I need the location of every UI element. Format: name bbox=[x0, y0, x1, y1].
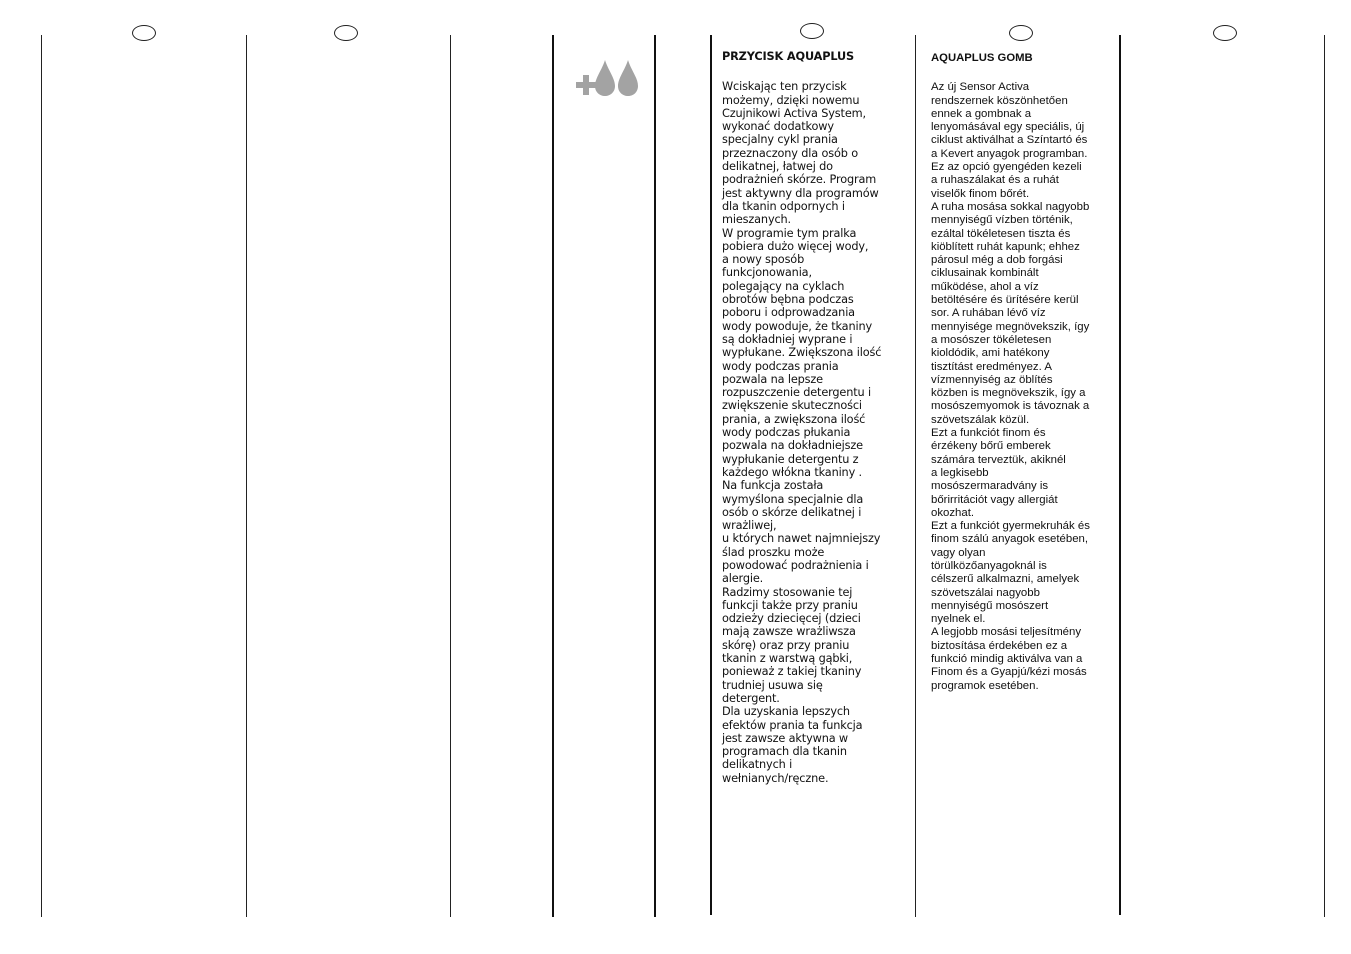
language-oval bbox=[132, 25, 156, 41]
column-divider bbox=[552, 35, 554, 917]
language-oval bbox=[800, 23, 824, 39]
column-divider bbox=[41, 35, 42, 917]
column-divider bbox=[710, 35, 712, 915]
language-oval bbox=[1213, 25, 1237, 41]
column-divider bbox=[450, 35, 451, 917]
section-body: Wciskając ten przycisk możemy, dzięki nowemu Czujnikowi Activa System, wykonać dodatkowy specjalny cykl prania przeznaczony dla osób o delikatnej, łatwej do podrażnień skórze. Program jest aktywny dla programów dla tkanin odpornych i mieszanych. W programie tym pralka pobiera dużo więcej wody, a nowy sposób funkcjonowania, polegający na cyklach obrotów bębna podczas poboru i odprowadzania wody powoduje, że tkaniny są dokładniej wyprane i wypłukane. Zwiększona ilość wody podczas prania pozwala na lepsze rozpuszczenie detergentu i zwiększenie skuteczności prania, a zwiększona ilość wody podczas płukania pozwala na dokładniejsze wypłukanie detergentu z każdego włókna tkaniny . Na funkcja została wymyślona specjalnie dla osób o skórze delikatnej i wrażliwej, u których nawet najmniejszy ślad proszku może powodować podrażnienia i alergie. Radzimy stosowanie tej funkcji także przy praniu odzieży dziecięcej (dzieci mają zawsze wrażliwsza skórę) oraz przy praniu tkanin z warstwą gąbki, ponieważ z takiej tkaniny trudniej usuwa się detergent. Dla uzyskania lepszych efektów prania ta funkcja jest zawsze aktywna w programach dla tkanin delikatnych i wełnianych/ręczne. bbox=[722, 80, 882, 785]
section-heading: PRZYCISK AQUAPLUS bbox=[722, 50, 855, 63]
polish-section bbox=[722, 50, 904, 785]
column-divider bbox=[1324, 35, 1325, 917]
language-oval bbox=[1009, 25, 1033, 41]
aquaplus-icon bbox=[575, 58, 641, 103]
section-heading: AQUAPLUS GOMB bbox=[931, 52, 1033, 64]
column-divider bbox=[246, 35, 247, 917]
column-divider bbox=[1119, 35, 1121, 915]
language-oval bbox=[334, 25, 358, 41]
column-divider bbox=[654, 35, 656, 917]
column-divider bbox=[915, 35, 916, 917]
hungarian-section bbox=[931, 50, 1111, 693]
section-body: Az új Sensor Activa rendszernek köszönhetően ennek a gombnak a lenyomásával egy speciális, új ciklust aktiválhat a Színtartó és a Kevert anyagok programban. Ez az opció gyengéden kezeli a ruhaszálakat és a ruhát viselők finom bőrét. A ruha mosása sokkal nagyobb mennyiségű vízben történik, ezáltal tökéletesen tiszta és kiöblített ruhát kapunk; ehhez párosul még a dob forgási ciklusainak kombinált működése, ahol a víz betöltésére és ürítésére kerül sor. A ruhában lévő víz mennyisége megnövekszik, így a mosószer tökéletesen kioldódik, ami hatékony tisztítást eredményez. A vízmennyiség az öblítés közben is megnövekszik, így a mosószemyomok is távoznak a szövetszálak közül. Ezt a funkciót finom és érzékeny bőrű emberek számára terveztük, akiknél a legkisebb mosószermaradvány is bőrirritációt vagy allergiát okozhat. Ezt a funkciót gyermekruhák és finom szálú anyagok esetében, vagy olyan törülközőanyagoknál is célszerű alkalmazni, amelyek szövetszálai nagyobb mennyiségű mosószert nyelnek el. A legjobb mosási teljesítmény biztosítása érdekében ez a funkció mindig aktiválva van a Finom és a Gyapjú/kézi mosás programok esetében. bbox=[931, 81, 1090, 692]
